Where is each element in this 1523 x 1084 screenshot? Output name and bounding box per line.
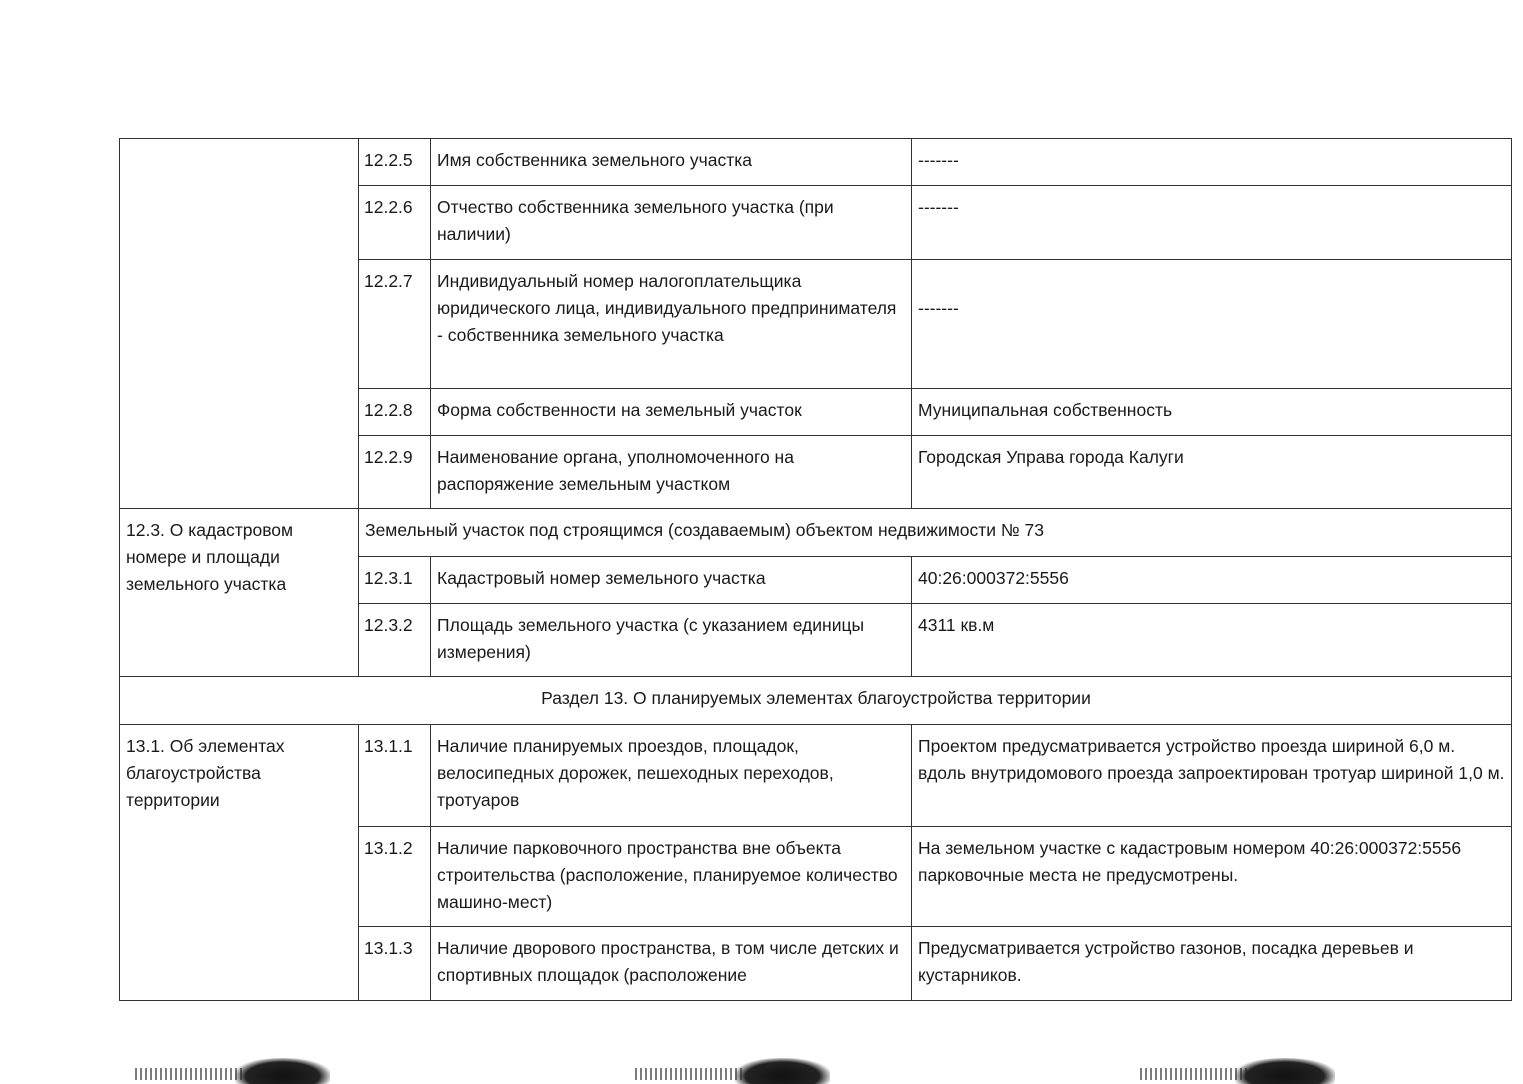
scan-artifact [1235, 1058, 1335, 1084]
scan-artifact [235, 1058, 330, 1084]
row-value: ------- [912, 139, 1512, 186]
row-label: Наличие планируемых проездов, площадок, велосипедных дорожек, пешеходных переходов, тротуаров [431, 725, 912, 827]
row-number: 12.2.8 [359, 389, 431, 436]
row-label: Отчество собственника земельного участка (при наличии) [431, 186, 912, 260]
table-row [120, 677, 1512, 725]
section-subtitle: Земельный участок под строящимся (создаваемым) объектом недвижимости № 73 [359, 509, 1512, 557]
row-number: 12.3.2 [359, 604, 431, 677]
row-number: 12.2.5 [359, 139, 431, 186]
row-number: 12.2.6 [359, 186, 431, 260]
row-value: ------- [912, 260, 1512, 389]
row-value: Городская Управа города Калуги [912, 436, 1512, 509]
row-number: 13.1.3 [359, 927, 431, 1001]
declaration-table [119, 138, 1512, 1001]
row-value: Проектом предусматривается устройство проезда шириной 6,0 м. вдоль внутридомового проезда запроектирован тротуар шириной 1,0 м. [912, 725, 1512, 827]
table-row [120, 139, 1512, 186]
row-number: 12.2.9 [359, 436, 431, 509]
row-number: 13.1.1 [359, 725, 431, 827]
row-value: 40:26:000372:5556 [912, 557, 1512, 604]
row-value: 4311 кв.м [912, 604, 1512, 677]
scan-artifact [735, 1058, 830, 1084]
row-number: 12.2.7 [359, 260, 431, 389]
row-label: Форма собственности на земельный участок [431, 389, 912, 436]
scan-artifact [1140, 1068, 1250, 1080]
empty-section-cell [120, 139, 359, 509]
row-label: Наименование органа, уполномоченного на распоряжение земельным участком [431, 436, 912, 509]
scan-artifact [635, 1068, 745, 1080]
section-title: 13.1. Об элементах благоустройства территории [120, 725, 359, 1001]
row-label: Наличие парковочного пространства вне объекта строительства (расположение, планируемое количество машино-мест) [431, 827, 912, 927]
row-label: Кадастровый номер земельного участка [431, 557, 912, 604]
row-value: Муниципальная собственность [912, 389, 1512, 436]
row-number: 12.3.1 [359, 557, 431, 604]
section-heading: Раздел 13. О планируемых элементах благоустройства территории [120, 677, 1512, 725]
row-label: Наличие дворового пространства, в том числе детских и спортивных площадок (расположение [431, 927, 912, 1001]
row-label: Имя собственника земельного участка [431, 139, 912, 186]
row-value: Предусматривается устройство газонов, посадка деревьев и кустарников. [912, 927, 1512, 1001]
row-number: 13.1.2 [359, 827, 431, 927]
table-row [120, 725, 1512, 827]
row-value: На земельном участке с кадастровым номером 40:26:000372:5556 парковочные места не предусмотрены. [912, 827, 1512, 927]
row-label: Индивидуальный номер налогоплательщика юридического лица, индивидуального предпринимателя - собственника земельного участка [431, 260, 912, 389]
section-title: 12.3. О кадастровом номере и площади земельного участка [120, 509, 359, 677]
scan-artifact [135, 1068, 245, 1080]
row-value: ------- [912, 186, 1512, 260]
row-label: Площадь земельного участка (с указанием единицы измерения) [431, 604, 912, 677]
table-row [120, 509, 1512, 557]
